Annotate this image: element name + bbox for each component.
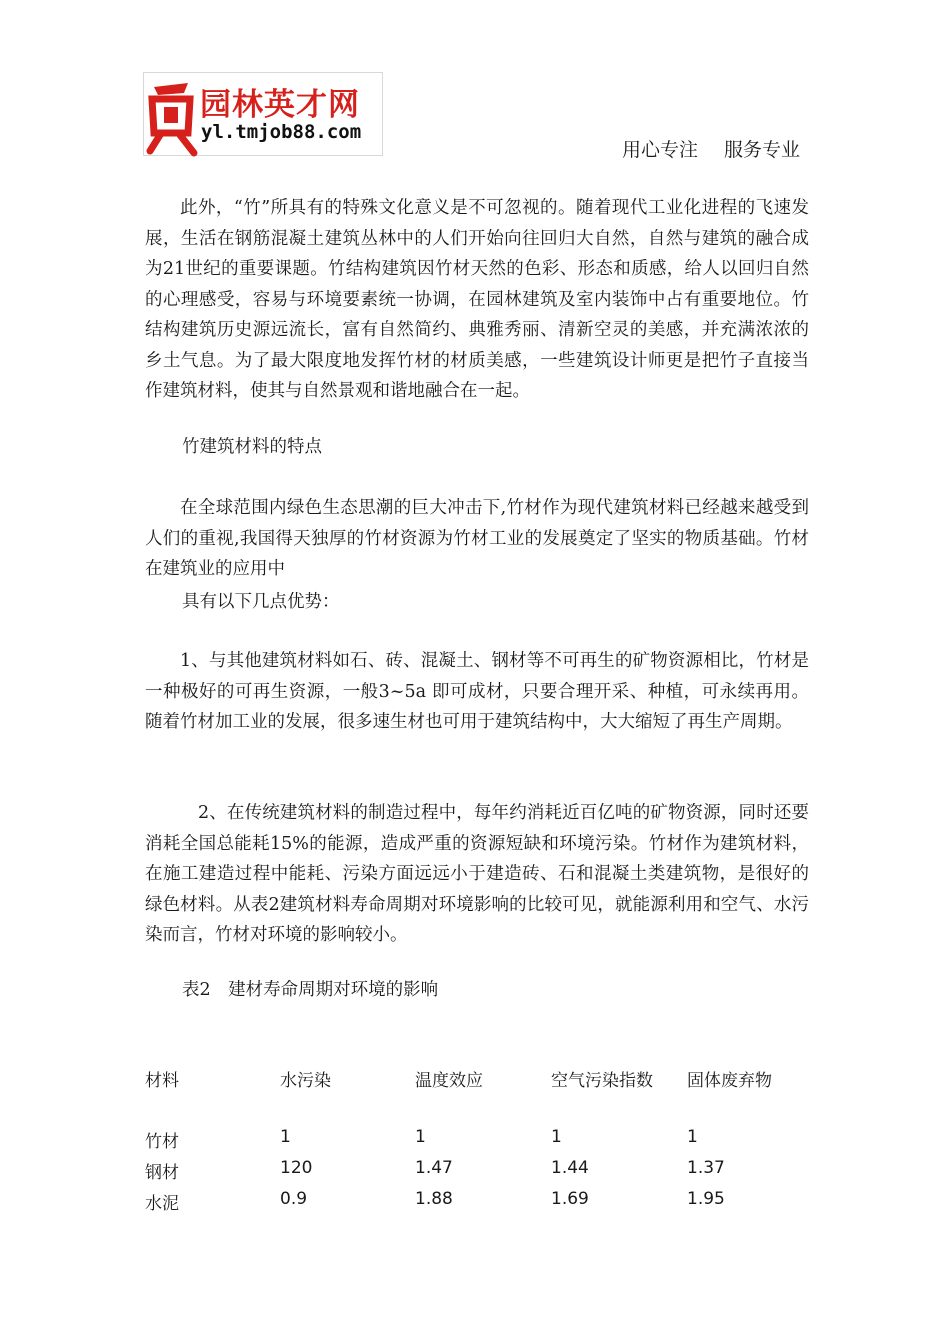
paragraph-intro: 在全球范围内绿色生态思潮的巨大冲击下,竹材作为现代建筑材料已经越来越受到人们的重视,我国得天独厚的竹材资源为竹材工业的发展奠定了坚实的物质基础。竹材在建筑业的应用中 <box>145 498 809 579</box>
logo-name: 园林英才网 <box>200 87 360 123</box>
table-cell: 1 <box>551 1127 562 1147</box>
header-cell: 固体废弃物 <box>687 1071 772 1091</box>
slogan-part-1: 用心专注 <box>622 139 699 161</box>
paragraph-advantage-1: 1、与其他建筑材料如石、砖、混凝土、钢材等不可再生的矿物资源相比，竹材是一种极好的可再生资源，一般3~5a 即可成材，只要合理开采、种植，可永续再用。随着竹材加工业的发展，很多速生材也可用于建筑结构中，大大缩短了再生产周期。 <box>145 651 809 732</box>
table-cell: 水泥 <box>145 1194 179 1214</box>
paragraph-advantage-2: 2、在传统建筑材料的制造过程中，每年约消耗近百亿吨的矿物资源，同时还要消耗全国总能耗15%的能源，造成严重的资源短缺和环境污染。竹材作为建筑材料，在施工建造过程中能耗、污染方面远远小于建造砖、石和混凝土类建筑物，是很好的绿色材料。从表2建筑材料寿命周期对环境影响的比较可见，就能源利用和空气、水污染而言，竹材对环境的影响较小。 <box>145 803 809 945</box>
table-cell: 钢材 <box>145 1163 179 1183</box>
header-slogan <box>622 135 800 162</box>
section-heading: 竹建筑材料的特点 <box>182 437 322 457</box>
table-cell: 1.69 <box>551 1189 589 1209</box>
table-cell: 0.9 <box>280 1189 308 1209</box>
table-cell: 1.37 <box>687 1158 725 1178</box>
header-cell: 水污染 <box>280 1071 331 1091</box>
table-cell: 120 <box>280 1158 313 1178</box>
header-cell: 空气污染指数 <box>551 1071 653 1091</box>
table-caption: 表2 建材寿命周期对环境的影响 <box>182 980 439 1000</box>
table-cell: 1.88 <box>415 1189 453 1209</box>
resume-logo-icon <box>144 73 200 157</box>
header-cell: 材料 <box>145 1071 179 1091</box>
site-logo[interactable] <box>143 72 383 156</box>
table-cell: 1 <box>415 1127 426 1147</box>
header-cell: 温度效应 <box>415 1071 483 1091</box>
table-cell: 竹材 <box>145 1132 179 1152</box>
table-cell: 1 <box>687 1127 698 1147</box>
paragraph-culture: 此外，“竹”所具有的特殊文化意义是不可忽视的。随着现代工业化进程的飞速发展，生活在钢筋混凝土建筑丛林中的人们开始向往回归大自然，自然与建筑的融合成为21世纪的重要课题。竹结构建筑因竹材天然的色彩、形态和质感，给人以回归自然的心理感受，容易与环境要素统一协调，在园林建筑及室内装饰中占有重要地位。竹结构建筑历史源远流长，富有自然简约、典雅秀丽、清新空灵的美感，并充满浓浓的乡土气息。为了最大限度地发挥竹材的材质美感，一些建筑设计师更是把竹子直接当作建筑材料，使其与自然景观和谐地融合在一起。 <box>145 198 809 401</box>
table-cell: 1 <box>280 1127 291 1147</box>
slogan-part-2: 服务专业 <box>724 139 801 161</box>
table-cell: 1.95 <box>687 1189 725 1209</box>
table-cell: 1.47 <box>415 1158 453 1178</box>
logo-url: yl.tmjob88.com <box>201 121 362 143</box>
paragraph-intro-continued: 具有以下几点优势： <box>182 592 340 612</box>
table-cell: 1.44 <box>551 1158 589 1178</box>
